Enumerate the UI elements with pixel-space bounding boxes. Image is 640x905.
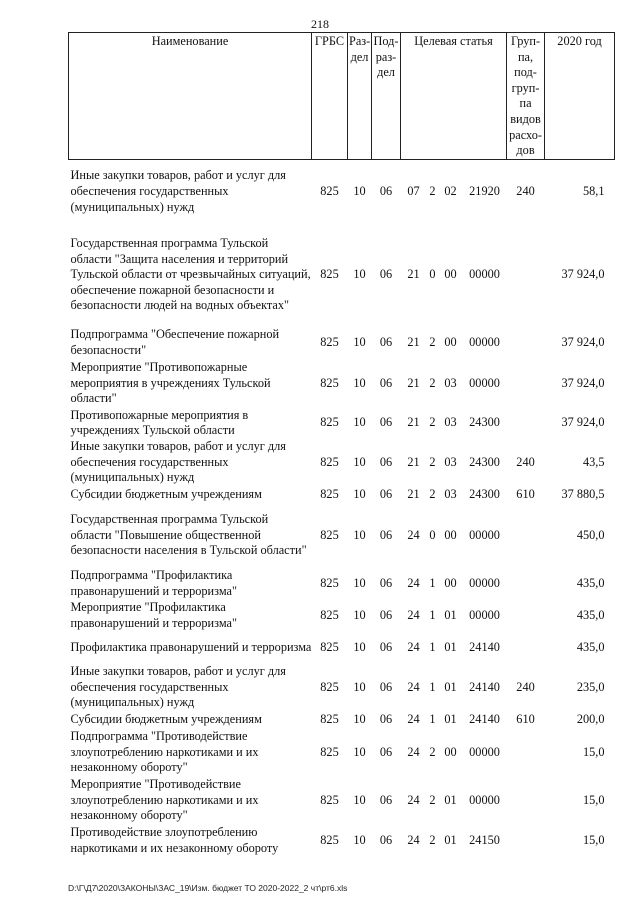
row-expense-group: 240	[516, 679, 535, 694]
row-target-event: 00	[444, 527, 457, 542]
row-name: Иные закупки товаров, работ и услуг для обеспечения государственных (муниципальных) нужд	[70, 664, 286, 710]
row-razdel: 10	[353, 375, 366, 390]
row-grbs: 825	[320, 792, 339, 807]
row-name: Подпрограмма "Профилактика правонарушений и терроризма"	[70, 568, 237, 598]
row-target-program: 24	[407, 575, 420, 590]
table-row	[69, 439, 615, 487]
row-target-event: 03	[444, 415, 457, 430]
row-expense-group: 240	[516, 183, 535, 198]
row-target-program: 21	[407, 415, 420, 430]
row-amount: 235,0	[576, 679, 605, 694]
row-name: Противопожарные мероприятия в учреждениях Тульской области	[70, 407, 249, 438]
row-name: Мероприятие "Профилактика правонарушений и терроризма"	[70, 600, 237, 630]
header-year: 2020 год	[545, 33, 615, 160]
row-target-program: 24	[407, 607, 420, 622]
row-expense-group	[507, 777, 545, 825]
row-expense-group: 610	[516, 712, 535, 727]
table-row	[69, 360, 615, 408]
row-target-event: 03	[444, 454, 457, 469]
header-expense-group: Груп-па, под-груп-па видов расхо-дов	[507, 33, 545, 160]
row-target-subprogram: 1	[429, 607, 436, 622]
row-razdel: 10	[353, 744, 366, 759]
row-target-event: 00	[444, 267, 457, 282]
row-name: Противодействие злоупотреблению наркотиками и их незаконному обороту	[70, 825, 279, 855]
page-number: 218	[311, 17, 329, 31]
row-target-subprogram: 2	[429, 744, 436, 759]
row-target-subprogram: 0	[429, 527, 436, 542]
header-podrazdel: Под-раз-дел	[372, 33, 401, 160]
row-target-direction: 24300	[469, 415, 500, 430]
row-grbs: 825	[320, 744, 339, 759]
row-grbs: 825	[320, 487, 339, 502]
row-target-event: 01	[444, 832, 457, 847]
row-target-subprogram: 2	[429, 487, 436, 502]
row-razdel: 10	[353, 183, 366, 198]
row-target-subprogram: 2	[429, 454, 436, 469]
row-target-program: 24	[407, 744, 420, 759]
row-expense-group	[507, 224, 545, 327]
row-amount: 43,5	[583, 454, 605, 469]
row-name: Государственная программа Тульской области "Защита населения и территорий Тульской области от чрезвычайных ситуаций, обеспечение пожарной безопасности и безопасности людей на водных объектах"	[70, 236, 311, 313]
row-amount: 37 880,5	[561, 487, 605, 502]
row-grbs: 825	[320, 679, 339, 694]
row-grbs: 825	[320, 639, 339, 654]
row-podrazdel: 06	[379, 375, 393, 390]
row-grbs: 825	[320, 575, 339, 590]
row-amount: 15,0	[583, 832, 605, 847]
row-target-direction: 00000	[469, 375, 500, 390]
row-name: Государственная программа Тульской области "Повышение общественной безопасности населения в Тульской области"	[70, 512, 307, 558]
row-expense-group	[507, 825, 545, 857]
row-target-direction: 00000	[469, 744, 500, 759]
row-podrazdel: 06	[379, 487, 393, 502]
row-target-subprogram: 2	[429, 792, 436, 807]
table-row	[69, 408, 615, 439]
row-podrazdel: 06	[379, 415, 393, 430]
table-header-row	[69, 33, 615, 160]
row-expense-group: 240	[516, 454, 535, 469]
row-amount: 15,0	[583, 744, 605, 759]
row-podrazdel: 06	[379, 744, 393, 759]
row-target-subprogram: 2	[429, 832, 436, 847]
row-target-direction: 24300	[469, 487, 500, 502]
row-target-direction: 00000	[469, 792, 500, 807]
row-target-subprogram: 0	[429, 267, 436, 282]
row-target-event: 01	[444, 607, 457, 622]
row-target-direction: 00000	[469, 527, 500, 542]
row-amount: 435,0	[576, 639, 605, 654]
row-target-program: 24	[407, 832, 420, 847]
row-name: Подпрограмма "Обеспечение пожарной безопасности"	[70, 327, 280, 357]
row-target-event: 01	[444, 712, 457, 727]
row-grbs: 825	[320, 335, 339, 350]
row-podrazdel: 06	[379, 454, 393, 469]
row-target-program: 24	[407, 792, 420, 807]
row-target-event: 01	[444, 792, 457, 807]
row-target-event: 01	[444, 679, 457, 694]
header-target-article: Целевая статья	[401, 33, 507, 160]
row-razdel: 10	[353, 415, 366, 430]
row-target-event: 00	[444, 744, 457, 759]
row-target-event: 02	[444, 183, 457, 198]
file-path-footer: D:\Г\Д7\2020\ЗАКОНЫ\ЗАС_19\Изм. бюджет ТО 2020-2022_2 чт\рт6.xls	[68, 883, 348, 893]
row-grbs: 825	[320, 607, 339, 622]
table-row	[69, 487, 615, 504]
row-amount: 37 924,0	[561, 267, 605, 282]
row-target-program: 21	[407, 375, 420, 390]
row-target-event: 03	[444, 487, 457, 502]
row-podrazdel: 06	[379, 712, 393, 727]
row-target-event: 00	[444, 335, 457, 350]
row-razdel: 10	[353, 639, 366, 654]
row-razdel: 10	[353, 832, 366, 847]
row-target-program: 21	[407, 454, 420, 469]
row-target-program: 24	[407, 639, 420, 654]
table-row	[69, 777, 615, 825]
row-target-direction: 24140	[469, 679, 500, 694]
row-podrazdel: 06	[379, 575, 393, 590]
row-target-direction: 24300	[469, 454, 500, 469]
row-expense-group	[507, 729, 545, 777]
table-row	[69, 632, 615, 664]
row-podrazdel: 06	[379, 792, 393, 807]
row-grbs: 825	[320, 832, 339, 847]
header-grbs: ГРБС	[312, 33, 348, 160]
row-target-program: 21	[407, 487, 420, 502]
row-grbs: 825	[320, 375, 339, 390]
row-target-subprogram: 2	[429, 375, 436, 390]
row-target-subprogram: 2	[429, 335, 436, 350]
row-expense-group	[507, 632, 545, 664]
row-target-program: 07	[407, 183, 420, 198]
row-name: Субсидии бюджетным учреждениям	[70, 487, 262, 502]
row-name: Профилактика правонарушений и терроризма	[70, 639, 312, 654]
row-razdel: 10	[353, 527, 366, 542]
table-row	[69, 327, 615, 360]
row-name: Подпрограмма "Противодействие злоупотреблению наркотиками и их незаконному обороту"	[70, 729, 259, 775]
row-grbs: 825	[320, 712, 339, 727]
row-razdel: 10	[353, 679, 366, 694]
row-expense-group	[507, 327, 545, 360]
row-target-subprogram: 1	[429, 575, 436, 590]
row-target-program: 24	[407, 679, 420, 694]
row-target-direction: 24140	[469, 639, 500, 654]
row-podrazdel: 06	[379, 183, 393, 198]
row-name: Субсидии бюджетным учреждениям	[70, 712, 262, 727]
row-expense-group	[507, 504, 545, 568]
row-expense-group: 610	[516, 487, 535, 502]
row-grbs: 825	[320, 183, 339, 198]
table-body	[69, 160, 615, 857]
row-target-direction: 24140	[469, 712, 500, 727]
row-razdel: 10	[353, 454, 366, 469]
table-row	[69, 600, 615, 632]
table-row	[69, 712, 615, 729]
row-name: Мероприятие "Противодействие злоупотреблению наркотиками и их незаконному обороту"	[70, 777, 259, 823]
row-razdel: 10	[353, 607, 366, 622]
table-row	[69, 568, 615, 600]
row-target-subprogram: 1	[429, 712, 436, 727]
row-target-program: 21	[407, 335, 420, 350]
row-target-event: 03	[444, 375, 457, 390]
row-podrazdel: 06	[379, 335, 393, 350]
row-podrazdel: 06	[379, 267, 393, 282]
row-target-subprogram: 1	[429, 679, 436, 694]
row-razdel: 10	[353, 335, 366, 350]
row-target-direction: 00000	[469, 607, 500, 622]
row-podrazdel: 06	[379, 832, 393, 847]
header-razdel: Раз-дел	[348, 33, 372, 160]
row-target-subprogram: 2	[429, 183, 436, 198]
row-podrazdel: 06	[379, 527, 393, 542]
row-expense-group	[507, 408, 545, 439]
row-grbs: 825	[320, 267, 339, 282]
table-row	[69, 504, 615, 568]
row-razdel: 10	[353, 487, 366, 502]
row-grbs: 825	[320, 454, 339, 469]
row-target-event: 00	[444, 575, 457, 590]
row-amount: 37 924,0	[561, 415, 605, 430]
row-grbs: 825	[320, 527, 339, 542]
table-row	[69, 224, 615, 327]
row-expense-group	[507, 360, 545, 408]
row-razdel: 10	[353, 267, 366, 282]
row-target-program: 24	[407, 527, 420, 542]
row-name: Мероприятие "Противопожарные мероприятия в учреждениях Тульской области"	[70, 360, 271, 406]
table-row	[69, 664, 615, 712]
row-expense-group	[507, 568, 545, 600]
row-razdel: 10	[353, 712, 366, 727]
row-amount: 15,0	[583, 792, 605, 807]
header-name: Наименование	[69, 33, 312, 160]
row-razdel: 10	[353, 575, 366, 590]
row-name: Иные закупки товаров, работ и услуг для обеспечения государственных (муниципальных) нужд	[70, 168, 286, 214]
row-podrazdel: 06	[379, 607, 393, 622]
row-amount: 435,0	[576, 607, 605, 622]
row-target-subprogram: 2	[429, 415, 436, 430]
row-amount: 435,0	[576, 575, 605, 590]
row-target-direction: 21920	[469, 183, 500, 198]
row-podrazdel: 06	[379, 679, 393, 694]
row-amount: 450,0	[576, 527, 605, 542]
row-razdel: 10	[353, 792, 366, 807]
table-row	[69, 160, 615, 224]
row-amount: 37 924,0	[561, 375, 605, 390]
row-name: Иные закупки товаров, работ и услуг для обеспечения государственных (муниципальных) нужд	[70, 439, 286, 485]
row-amount: 58,1	[583, 183, 605, 198]
row-amount: 37 924,0	[561, 335, 605, 350]
row-target-direction: 00000	[469, 335, 500, 350]
row-amount: 200,0	[576, 712, 605, 727]
row-target-program: 21	[407, 267, 420, 282]
table-row	[69, 729, 615, 777]
table-row	[69, 825, 615, 857]
row-target-event: 01	[444, 639, 457, 654]
row-grbs: 825	[320, 415, 339, 430]
row-target-direction: 00000	[469, 575, 500, 590]
budget-table	[68, 32, 615, 857]
row-podrazdel: 06	[379, 639, 393, 654]
row-expense-group	[507, 600, 545, 632]
row-target-program: 24	[407, 712, 420, 727]
row-target-direction: 00000	[469, 267, 500, 282]
row-target-direction: 24150	[469, 832, 500, 847]
row-target-subprogram: 1	[429, 639, 436, 654]
